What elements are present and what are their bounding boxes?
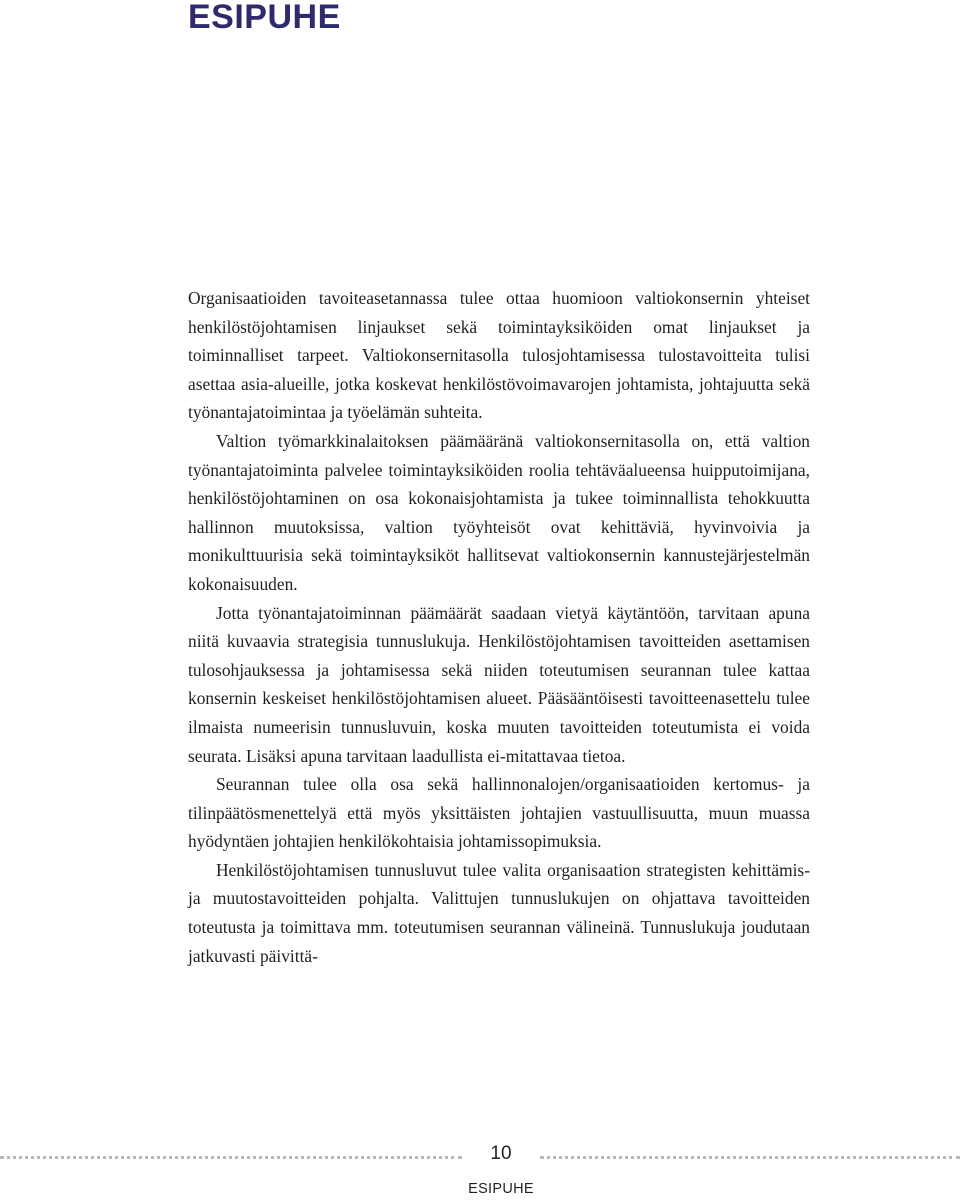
body-text (188, 284, 810, 970)
page-heading: ESIPUHE (188, 0, 341, 36)
footer-section-label: ESIPUHE (468, 1181, 534, 1197)
paragraph-4: Seurannan tulee olla osa sekä hallinnonalojen/organisaatioiden kertomus- ja tilinpäätösmenettelyä että myös yksittäisten johtajien vastuullisuutta, muun muassa hyödyntäen johtajien henkilökohtaisia johtamissopimuksia. (188, 774, 810, 852)
paragraph-5: Henkilöstöjohtamisen tunnusluvut tulee valita organisaation strategisten kehittämis- ja muutostavoitteiden pohjalta. Valittujen tunnuslukujen on ohjattava tavoitteiden toteutusta ja toimittava mm. toteutumisen seurannan välineinä. Tunnuslukuja joudutaan jatkuvasti päivittä- (188, 859, 810, 966)
footer-dotted-rule-right (540, 1156, 960, 1159)
page-number: 10 (490, 1143, 512, 1164)
footer-dotted-rule-left (0, 1156, 462, 1159)
paragraph-3: Jotta työnantajatoiminnan päämäärät saadaan vietyä käytäntöön, tarvitaan apuna niitä kuvaavia strategisia tunnuslukuja. Henkilöstöjohtamisen tavoitteiden asettamisen tulosohjauksessa ja johtamisessa sekä niiden toteutumisen seurannan tulee kattaa konsernin keskeiset henkilöstöjohtamisen alueet. Pääsääntöisesti tavoitteenasettelu tulee ilmaista numeerisin tunnusluvuin, koska muuten tavoitteiden toteutumista ei voida seurata. Lisäksi apuna tarvitaan laadullista ei-mitattavaa tietoa. (188, 602, 810, 766)
paragraph-2: Valtion työmarkkinalaitoksen päämääränä valtiokonsernitasolla on, että valtion työnantajatoiminta palvelee toimintayksiköiden roolia tehtäväalueensa huipputoimijana, henkilöstöjohtaminen on osa kokonaisjohtamista ja tukee toiminnallista tehokkuutta hallinnon muutoksissa, valtion työyhteisöt ovat kehittäviä, hyvinvoivia ja monikulttuurisia sekä toimintayksiköt hallitsevat valtiokonsernin kannustejärjestelmän kokonaisuuden. (188, 430, 810, 594)
paragraph-1: Organisaatioiden tavoiteasetannassa tulee ottaa huomioon valtiokonsernin yhteiset henkilöstöjohtamisen linjaukset sekä toimintayksiköiden omat linjaukset ja toiminnalliset tarpeet. Valtiokonsernitasolla tulosjohtamisessa tulostavoitteita tulisi asettaa asia-alueille, jotka koskevat henkilöstövoimavarojen johtamista, johtajuutta sekä työnantajatoimintaa ja työelämän suhteita. (188, 288, 810, 423)
